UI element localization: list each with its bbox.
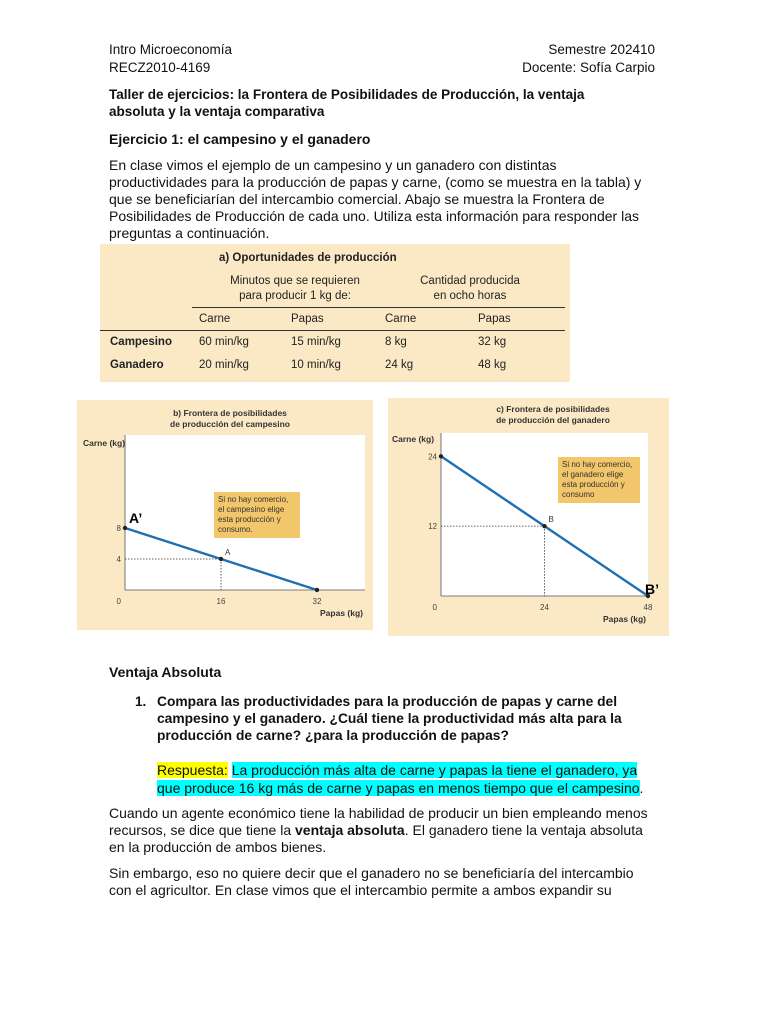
answer-block (157, 761, 657, 797)
x-tick-label: 16 (216, 597, 226, 606)
table-cell: 48 kg (478, 359, 507, 371)
chart-title: c) Frontera de posibilidades (496, 404, 610, 414)
table-cell: 10 min/kg (291, 359, 341, 371)
course-name: Intro Microeconomía (109, 42, 233, 57)
y-tick-label: 12 (428, 522, 437, 532)
chart-title: de producción del campesino (170, 419, 290, 429)
ppf-endpoint (123, 526, 127, 530)
y-axis-label: Carne (kg) (392, 434, 435, 444)
para1-text-end: . El ganadero tiene la ventaja absoluta en la producción de ambos bienes. (109, 822, 643, 855)
point-label: A (225, 548, 231, 557)
y-tick-label: 8 (116, 524, 121, 533)
trade-paragraph: Sin embargo, eso no quiere decir que el ganadero no se beneficiaría del intercambio con el agricultor. En clase vimos que el intercambio permite a ambos expandir su (109, 865, 634, 898)
table-title: a) Oportunidades de producción (219, 252, 397, 264)
point-marker (219, 557, 223, 561)
point-label: B (548, 515, 554, 525)
ppf-chart-campesino (77, 400, 373, 630)
x-tick-label: 0 (116, 597, 121, 606)
answer-end: . (639, 780, 644, 796)
table-group1-line1: Minutos que se requieren (230, 275, 360, 287)
table-group1-line2: para producir 1 kg de: (239, 290, 351, 302)
table-col-header: Carne (199, 313, 231, 325)
question-number: 1. (135, 694, 147, 709)
answer-line1: La producción más alta de carne y papas la tiene el ganadero, ya (231, 762, 638, 778)
x-tick-label: 24 (540, 603, 549, 612)
exercise-title: Ejercicio 1: el campesino y el ganadero (109, 131, 371, 147)
chart-note: Si no hay comercio, el ganadero elige esta producción y consumo (558, 457, 640, 503)
table-cell: 32 kg (478, 336, 507, 348)
table-col-header: Papas (478, 313, 511, 325)
table-cell: 24 kg (385, 359, 414, 371)
y-tick-label: 24 (428, 452, 437, 462)
x-axis-label: Papas (kg) (603, 614, 646, 624)
production-table (100, 244, 570, 382)
teacher: Docente: Sofía Carpio (522, 60, 655, 75)
y-tick-label: 4 (116, 555, 121, 564)
table-col-header: Carne (385, 313, 417, 325)
ppf-endpoint (315, 588, 319, 592)
intro-paragraph: En clase vimos el ejemplo de un campesino y un ganadero con distintas productividades para la producción de papas y carne, (como se muestra en la tabla) y que se beneficiarían del intercambio comercial. Abajo se muestra la Frontera de Posibilidades de Producción de cada uno. Utiliza esta información para responder las preguntas a continuación. (109, 157, 642, 241)
intercept-label: A’ (129, 510, 143, 526)
table-rule-mid (100, 330, 565, 331)
table-cell: 15 min/kg (291, 336, 341, 348)
table-rule-top (192, 307, 565, 308)
section-title: Ventaja Absoluta (109, 664, 222, 680)
document-title: Taller de ejercicios: la Frontera de Posibilidades de Producción, la ventaja absoluta y la ventaja comparativa (109, 87, 585, 119)
intercept-label: B’ (645, 581, 659, 597)
course-code: RECZ2010-4169 (109, 60, 211, 75)
table-col-header: Papas (291, 313, 324, 325)
para1-bold: ventaja absoluta (295, 822, 405, 838)
y-axis-label: Carne (kg) (83, 438, 126, 448)
x-axis-label: Papas (kg) (320, 608, 363, 618)
para1-text: Cuando un agente económico tiene la habilidad de producir un bien empleando menos recursos, se dice que tiene la (109, 805, 648, 838)
table-row-label: Ganadero (110, 359, 164, 371)
table-row-label: Campesino (110, 336, 172, 348)
table-cell: 8 kg (385, 336, 407, 348)
x-tick-label: 0 (432, 603, 437, 612)
question-text: Compara las productividades para la producción de papas y carne del campesino y el ganadero. ¿Cuál tiene la productividad más alta para la producción de carne? ¿para la producción de papas? (157, 694, 622, 743)
table-cell: 60 min/kg (199, 336, 249, 348)
ppf-chart-ganadero-svg (388, 398, 669, 636)
answer-line2: que produce 16 kg más de carne y papas en menos tiempo que el campesino (157, 780, 640, 796)
x-tick-label: 48 (643, 603, 653, 612)
answer-label: Respuesta: (157, 762, 228, 778)
chart-note: Si no hay comercio, el campesino elige esta producción y consumo. (214, 492, 300, 538)
chart-title: de producción del ganadero (496, 415, 610, 425)
table-group2-line1: Cantidad producida (420, 275, 520, 287)
absolute-advantage-paragraph (109, 805, 659, 856)
ppf-chart-ganadero (388, 398, 669, 636)
table-cell: 20 min/kg (199, 359, 249, 371)
table-group2-line2: en ocho horas (433, 290, 507, 302)
ppf-endpoint (439, 454, 443, 458)
semester: Semestre 202410 (548, 42, 655, 57)
chart-title: b) Frontera de posibilidades (173, 408, 287, 418)
point-marker (542, 524, 546, 528)
x-tick-label: 32 (312, 597, 322, 606)
